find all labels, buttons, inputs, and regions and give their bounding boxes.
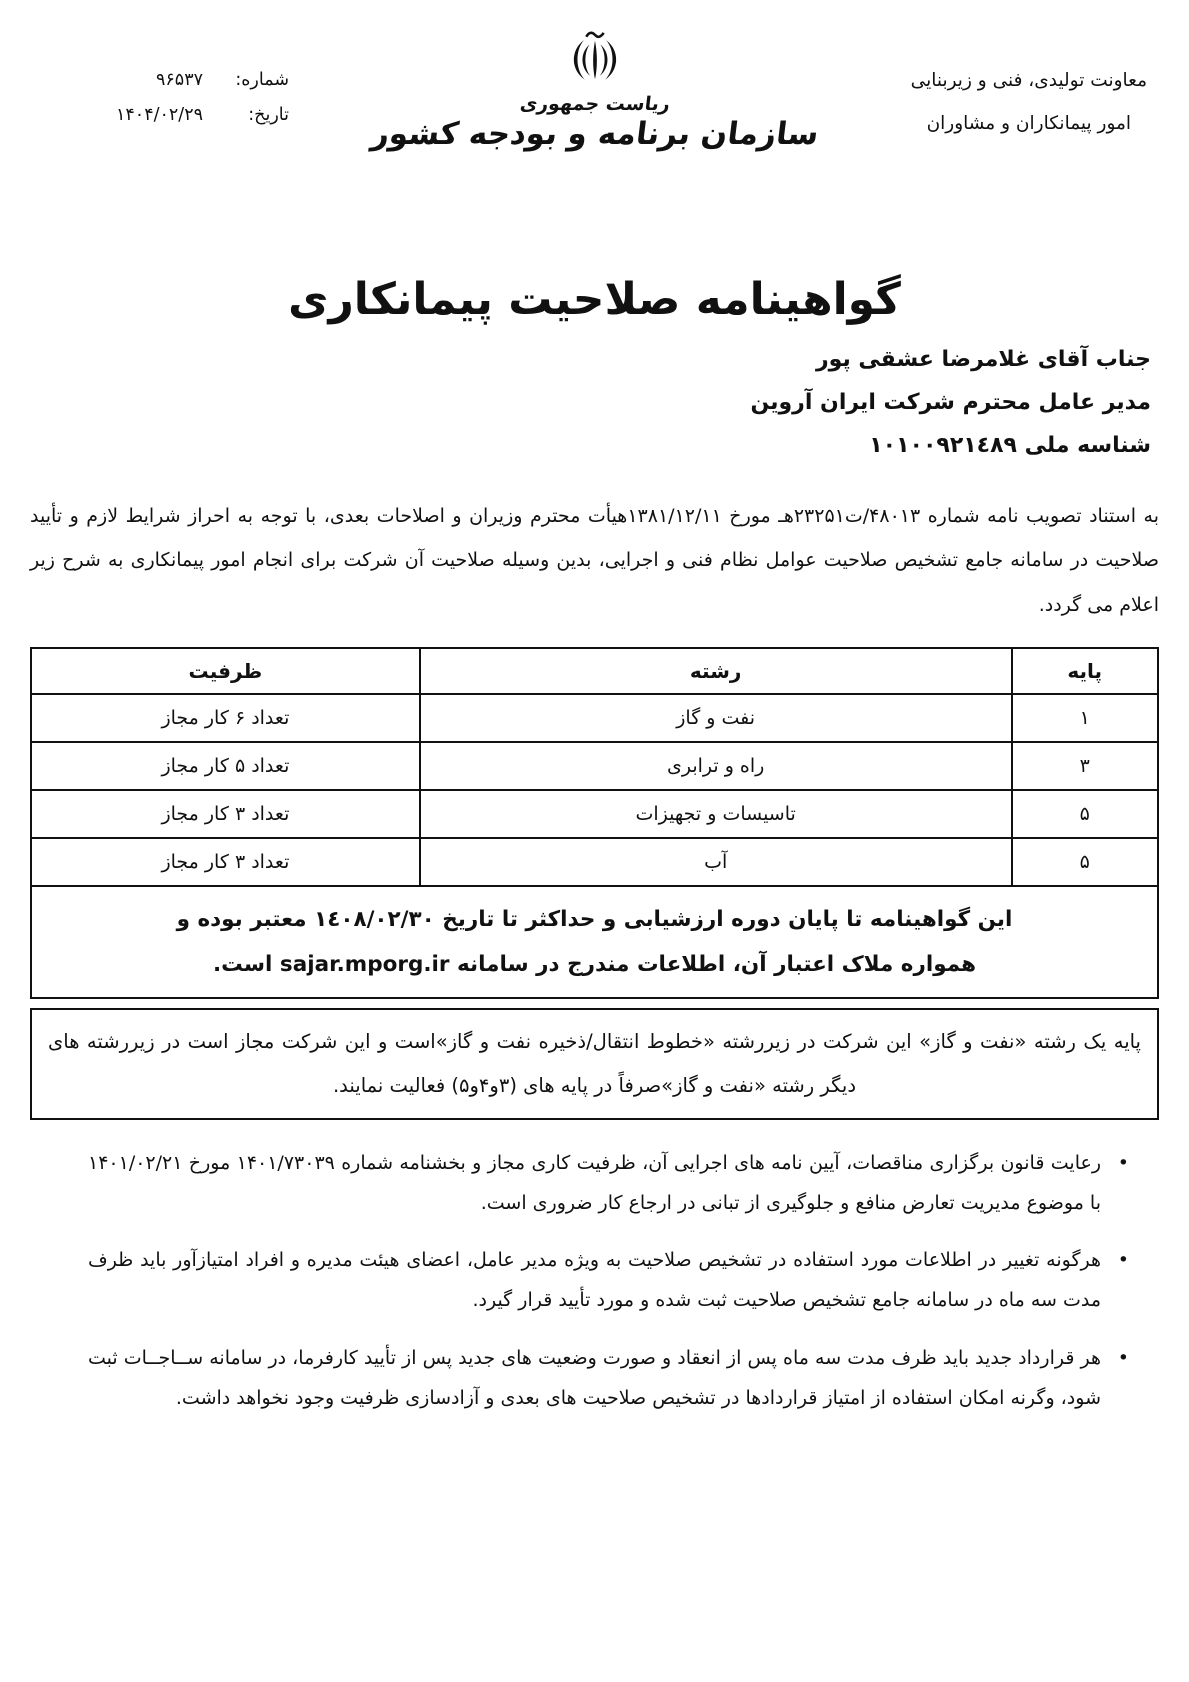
- cell-field: تاسیسات و تجهیزات: [420, 790, 1012, 838]
- validity-line2: همواره ملاک اعتبار آن، اطلاعات مندرج در سامانه sajar.mporg.ir است.: [212, 951, 977, 977]
- cell-field: راه و ترابری: [420, 742, 1012, 790]
- doc-number-value: ۹۶۵۳۷: [156, 70, 203, 90]
- presidency-calligraphy: ریاست جمهوری: [518, 93, 671, 115]
- list-item: [88, 1339, 1131, 1419]
- cell-grade: ۱: [1012, 694, 1159, 742]
- clause-text: هرگونه تغییر در اطلاعات مورد استفاده در تشخیص صلاحیت به ویژه مدیر عامل، اعضای هیئت مدیره و افراد امتیازآور باید ظرف مدت سه ماه در سامانه جامع تشخیص صلاحیت ثبت شده و مورد تأیید قرار گیرد.: [88, 1249, 1101, 1312]
- cell-field: آب: [420, 838, 1012, 886]
- intro-paragraph: به استناد تصویب نامه شماره ۴۸۰۱۳/ت۲۳۲۵۱هـ مورخ ۱۳۸۱/۱۲/۱۱هیأت محترم وزیران و اصلاحات بعدی، با توجه به احراز شرایط لازم و تأیید صلاحیت در سامانه جامع تشخیص صلاحیت عوامل نظام فنی و اجرایی، بدین وسیله صلاحیت آن شرکت برای انجام امور پیمانکاری به شرح زیر اعلام می گردد.: [30, 504, 1159, 616]
- header-field: رشته: [420, 648, 1012, 694]
- clause-text: هر قرارداد جدید باید ظرف مدت سه ماه پس از انعقاد و صورت وضعیت های جدید پس از تأیید کارفرما، در سامانه ســاجــات ثبت شود، وگرنه امکان استفاده از امتیاز قراردادها در تشخیص صلاحیت های بعدی و آزادسازی ظرفیت وجود نخواهد داشت.: [88, 1347, 1101, 1410]
- department-block: [911, 68, 1147, 137]
- bullet-icon: •: [1117, 1249, 1129, 1272]
- addressee-block: [30, 339, 1151, 468]
- certificate-title: گواهینامه صلاحیت پیمانکاری: [288, 274, 901, 325]
- clause-text: رعایت قانون برگزاری مناقصات، آیین نامه های اجرایی آن، ظرفیت کاری مجاز و بخشنامه شماره ۱۴۰۱/۷۳۰۳۹ مورخ ۱۴۰۱/۰۲/۲۱ با موضوع مدیریت تعارض منافع و جلوگیری از تبانی در ارجاع کار ضروری است.: [88, 1151, 1102, 1214]
- table-row: [31, 742, 1158, 790]
- bullet-icon: •: [1117, 1151, 1129, 1174]
- doc-number-row: [116, 70, 289, 90]
- cell-capacity: تعداد ۳ کار مجاز: [31, 790, 420, 838]
- table-row: [31, 790, 1158, 838]
- cell-capacity: تعداد ۳ کار مجاز: [31, 838, 420, 886]
- validity-cell: [31, 886, 1158, 998]
- cell-capacity: تعداد ۶ کار مجاز: [31, 694, 420, 742]
- letterhead: [30, 28, 1159, 240]
- doc-date-value: ۱۴۰۴/۰۲/۲۹: [116, 105, 203, 125]
- cell-field: نفت و گاز: [420, 694, 1012, 742]
- validity-line1: این گواهینامه تا پایان دوره ارزشیابی و حداکثر تا تاریخ ۱٤۰۸/۰۲/۳۰ معتبر بوده و: [176, 906, 1013, 932]
- organization-brand: [355, 28, 835, 152]
- bullet-icon: •: [1117, 1347, 1129, 1370]
- subfield-note-box: پایه یک رشته «نفت و گاز» این شرکت در زیررشته «خطوط انتقال/ذخیره نفت و گاز»است و این شرکت مجاز است در زیررشته های دیگر رشته «نفت و گاز»صرفاً در پایه های (۳و۴و۵) فعالیت نمایند.: [30, 1008, 1159, 1120]
- table-row: [31, 694, 1158, 742]
- organization-calligraphy: سازمان برنامه و بودجه کشور: [368, 116, 821, 152]
- clauses-list: [88, 1144, 1131, 1419]
- table-row: [31, 838, 1158, 886]
- addressee-name: جناب آقای غلامرضا عشقی پور: [816, 347, 1151, 372]
- list-item: [88, 1144, 1131, 1224]
- list-item: [88, 1241, 1131, 1321]
- cell-capacity: تعداد ۵ کار مجاز: [31, 742, 420, 790]
- department-line2: امور پیمانکاران و مشاوران: [926, 112, 1132, 134]
- cell-grade: ۳: [1012, 742, 1159, 790]
- addressee-national-id: شناسه ملی ۱۰۱۰۰۹۲۱٤۸۹: [869, 432, 1151, 458]
- doc-number-label: شماره:: [235, 70, 289, 90]
- doc-date-row: [116, 105, 289, 125]
- cell-grade: ۵: [1012, 838, 1159, 886]
- validity-row: [31, 886, 1158, 998]
- cell-grade: ۵: [1012, 790, 1159, 838]
- doc-date-label: تاریخ:: [248, 105, 289, 125]
- document-meta: [116, 70, 289, 140]
- header-grade: پایه: [1012, 648, 1159, 694]
- iran-emblem-icon: [566, 28, 624, 90]
- header-capacity: ظرفیت: [31, 648, 420, 694]
- table-header-row: [31, 648, 1158, 694]
- department-line1: معاونت تولیدی، فنی و زیربنایی: [910, 70, 1147, 91]
- qualification-table: [30, 647, 1159, 999]
- addressee-role: مدیر عامل محترم شرکت ایران آروین: [750, 389, 1151, 415]
